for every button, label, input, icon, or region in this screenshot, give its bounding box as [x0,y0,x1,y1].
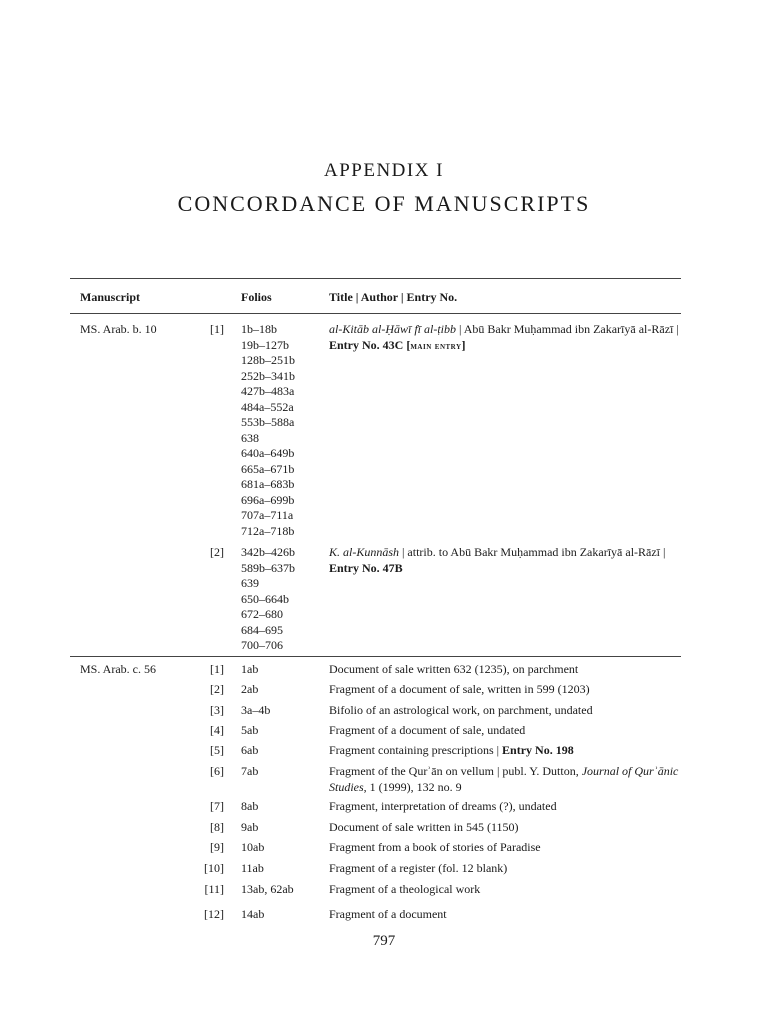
work-title: K. al-Kunnāsh [329,545,400,559]
entry-title: Bifolio of an astrological work, on parchment, undated [329,703,593,717]
folio: 128b–251b [241,353,295,367]
item-number: [6] [210,764,224,778]
folio: 707a–711a [241,508,294,522]
work-author: | Abū Bakr Muḥammad ibn Zakarīyā al-Rāzī | [456,322,679,336]
folio: 2ab [241,682,259,696]
folio: 7ab [241,764,259,778]
folio: 3a–4b [241,703,271,717]
folio: 252b–341b [241,368,295,383]
entry-title [329,322,681,354]
folio: 1ab [241,662,259,676]
item-number: [7] [210,799,224,813]
folio: 6ab [241,743,259,757]
item-number: [2] [210,545,224,559]
folio: 1b–18b [241,322,277,336]
work-title: al-Kitāb al-Ḥāwī fī al-ṭibb [329,322,457,336]
table-top-rule [70,278,681,279]
folio: 672–680 [241,607,283,621]
folio: 14ab [241,907,265,921]
item-number: [12] [204,907,224,921]
item-number: [1] [210,322,224,336]
folio: 712a–718b [241,523,295,538]
manuscript-name: MS. Arab. b. 10 [80,322,157,336]
folio: 5ab [241,723,259,737]
journal-title: Journal of Qurʾānic Studies [329,764,679,794]
folio: 427b–483a [241,384,295,398]
entry-title: Document of sale written in 545 (1150) [329,820,519,834]
folio: 10ab [241,840,265,854]
entry-title: Fragment of a register (fol. 12 blank) [329,861,508,875]
folio: 8ab [241,799,259,813]
header-title: Title | Author | Entry No. [329,290,458,304]
folio: 696a–699b [241,492,295,507]
folio: 19b–127b [241,337,289,352]
entry-title: Fragment from a book of stories of Paradise [329,840,541,854]
entry-qualifier: main entry [410,340,462,352]
work-author: | attrib. to Abū Bakr Muḥammad ibn Zakarīyā al-Rāzī | [399,545,666,559]
entry-number: Entry No. 47B [329,560,403,575]
item-number: [4] [210,723,224,737]
folio: 11ab [241,861,264,875]
entry-title: Document of sale written 632 (1235), on parchment [329,662,579,676]
item-number: [3] [210,703,224,717]
folio: 639 [241,576,259,590]
entry-title: Fragment of a document of sale, undated [329,723,526,737]
entry-title: Fragment of a document [329,907,447,921]
page-number: 797 [372,933,396,949]
entry-number: Entry No. 198 [502,743,574,757]
item-number: [2] [210,682,224,696]
entry-title: Fragment of a document of sale, written in 599 (1203) [329,682,590,696]
folio: 342b–426b [241,545,295,559]
folio: 9ab [241,820,259,834]
header-folios: Folios [241,290,272,304]
folio: 640a–649b [241,446,295,460]
entry-title: Fragment, interpretation of dreams (?), undated [329,799,557,813]
item-number: [10] [204,861,224,875]
item-number: [1] [210,662,224,676]
header-rule [70,313,681,314]
folio: 681a–683b [241,477,295,491]
entry-title: Fragment of a theological work [329,882,481,896]
header-manuscript: Manuscript [80,290,140,304]
item-number: [8] [210,820,224,834]
appendix-label: APPENDIX I [323,160,445,181]
entry-bracket: ] [461,337,466,352]
manuscript-name: MS. Arab. c. 56 [80,662,156,676]
group-rule [70,656,681,657]
entry-label: Entry No. 43C [ [329,337,411,352]
folio: 589b–637b [241,560,295,575]
entry-number [329,338,466,352]
citation: , 1 (1999), 132 no. 9 [363,779,462,794]
entry-title [329,545,681,576]
folio: 700–706 [241,638,283,652]
entry-title [329,764,681,795]
entry-description: Fragment containing prescriptions | [329,743,503,757]
folio-list [241,322,295,539]
folio: 484a–552a [241,399,294,414]
folio: 684–695 [241,622,283,637]
item-number: [11] [204,882,224,896]
folio: 665a–671b [241,461,295,476]
entry-title [329,743,681,758]
item-number: [9] [210,840,224,854]
page-title: CONCORDANCE OF MANUSCRIPTS [177,191,591,216]
folio: 638 [241,430,259,445]
folio-list [241,545,295,654]
folio: 553b–588a [241,415,295,429]
folio: 13ab, 62ab [241,882,294,896]
item-number: [5] [210,743,224,757]
folio: 650–664b [241,591,289,606]
entry-description: Fragment of the Qurʾān on vellum | publ. Y. Dutton, [329,764,582,778]
